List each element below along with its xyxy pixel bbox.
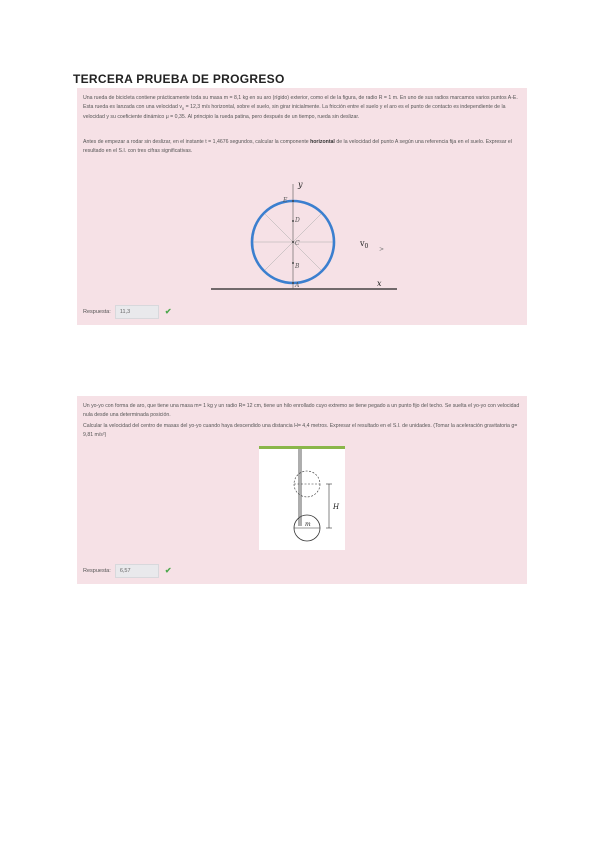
question-card-2 [77, 396, 527, 584]
point-d-label: D [295, 217, 300, 224]
q2-check-icon: ✔ [164, 566, 172, 575]
q2-answer-label: Respuesta: [83, 568, 111, 574]
q1-statement: Una rueda de bicicleta contiene prácticamente toda su masa m = 8,1 kg en su aro (rígido) exterior, como el de la figura, de radio R = 1 m. En uno de sus radios marcamos varios puntos A-E. Esta rueda es lanzada con una velocidad $v_0 = 12,3$ m/s horizontal, sobre el suelo, sin girar inicialmente. La fricción entre el suelo y el aro es el punto de contacto es independiente de la velocidad y su coeficiente dinámico μ = 0,35. Al principio la rueda patina, pero después de un tiempo, rueda sin deslizar. [83, 95, 518, 121]
q2-question: Calcular la velocidad del centro de masas del yo-yo cuando haya descendido una distancia H= 4,4 metros. Expresar el resultado en el S.I. de unidades. (Tomar la aceleración gravitatoria g= 9,81 m/s²) [83, 423, 518, 438]
point-c-label: C [295, 240, 300, 247]
q1-answer-input[interactable]: 11,3 [115, 305, 159, 319]
m-label: m [305, 521, 311, 528]
page-title: TERCERA PRUEBA DE PROGRESO [73, 72, 285, 86]
q1-question: Antes de empezar a rodar sin deslizar, en el instante t = 1,4676 segundos, calcular la componente horizontal de la velocidad del punto A según una referencia fija en el suelo. Expresar el resultado en el S.I. con tres cifras significativas. [83, 139, 512, 154]
q1-check-icon: ✔ [164, 307, 172, 316]
point-e-label: E [283, 197, 288, 204]
velocity-label: $v_0$ [360, 239, 369, 250]
axis-x-label: x [377, 279, 382, 288]
velocity-arrow-icon: > [379, 246, 385, 253]
q1-wheel-figure [207, 174, 397, 292]
axis-y-label: y [298, 180, 303, 189]
point-b-label: B [295, 263, 300, 270]
q2-answer-input[interactable]: 6,57 [115, 564, 159, 578]
q1-answer-label: Respuesta: [83, 309, 111, 315]
q1-answer-row [83, 305, 172, 319]
q2-answer-row [83, 564, 172, 578]
question-card-1 [77, 88, 527, 325]
ceiling-bar [259, 446, 345, 449]
h-label: H [333, 503, 340, 511]
point-a-label: A [295, 282, 300, 289]
q2-statement: Un yo-yo con forma de aro, que tiene una masa m= 1 kg y un radio R= 12 cm, tiene un hilo enrollado cuyo extremo se tiene pegado a un punto fijo del techo. Se suelta el yo-yo con velocidad nula desde una determinada posición. [83, 403, 520, 418]
q2-yoyo-figure [259, 446, 345, 550]
